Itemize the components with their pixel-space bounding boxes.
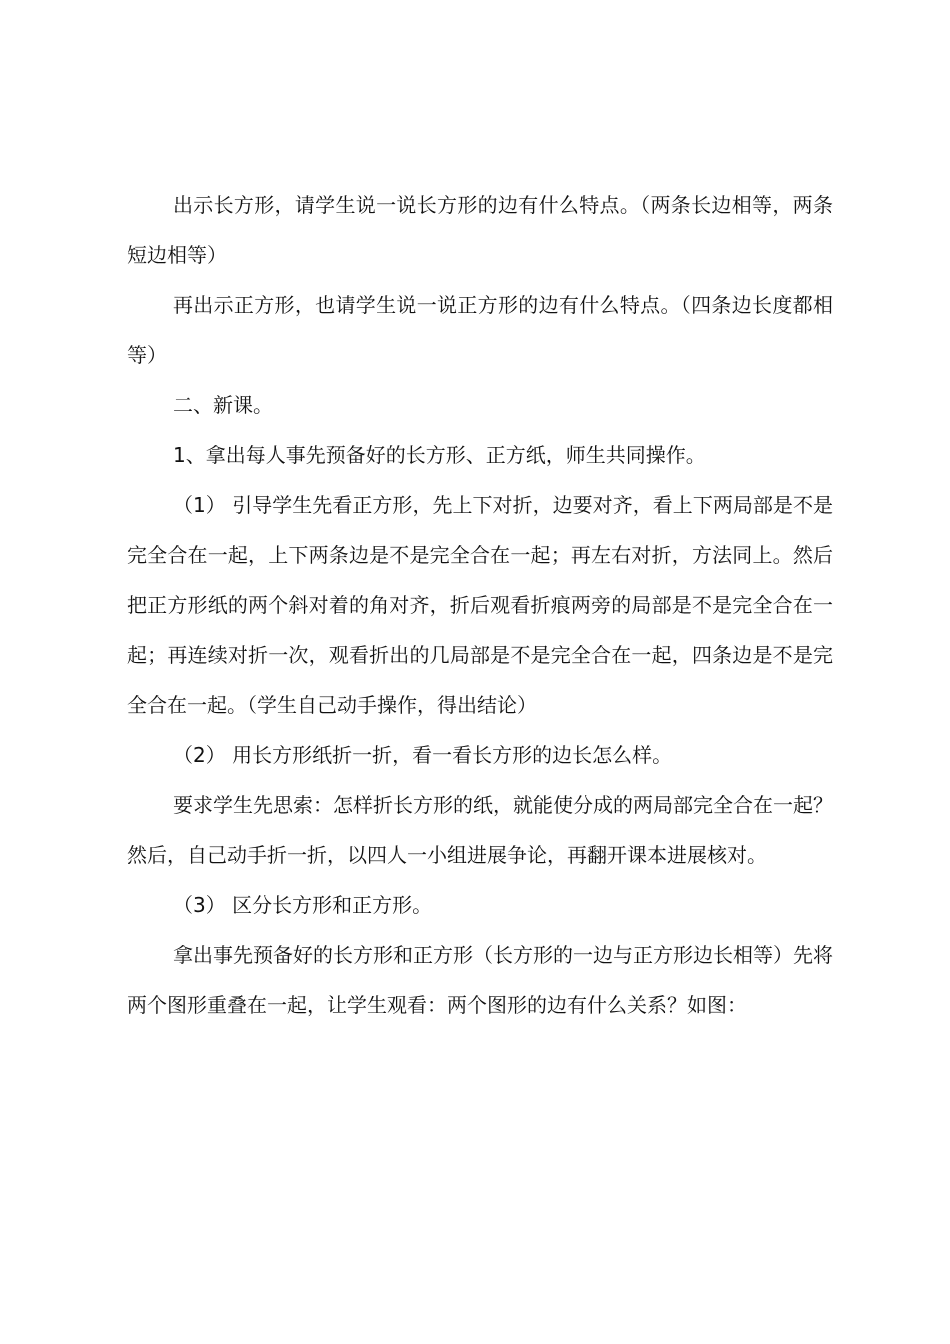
paragraph-overlap: 拿出事先预备好的长方形和正方形（长方形的一边与正方形边长相等）先将两个图形重叠在一起，让学生观看：两个图形的边有什么关系？如图：: [127, 943, 833, 1017]
paragraph-step-1-2: （2） 用长方形纸折一折，看一看长方形的边长怎么样。: [173, 743, 673, 767]
document-body: [127, 180, 833, 1030]
section-heading-new-lesson: 二、新课。: [173, 393, 273, 417]
paragraph-step-1-1: （1） 引导学生先看正方形，先上下对折，边要对齐，看上下两局部是不是完全合在一起，上下两条边是不是完全合在一起；再左右对折，方法同上。然后把正方形纸的两个斜对着的角对齐，折后观看折痕两旁的局部是不是完全合在一起；再连续对折一次，观看折出的几局部是不是完全合在一起，四条边是不是完全合在一起。（学生自己动手操作，得出结论）: [127, 493, 833, 717]
paragraph-square-features: 再出示正方形，也请学生说一说正方形的边有什么特点。（四条边长度都相等）: [127, 293, 833, 367]
paragraph-requirement: 要求学生先思索：怎样折长方形的纸，就能使分成的两局部完全合在一起？然后，自己动手折一折，以四人一小组进展争论，再翻开课本进展核对。: [127, 793, 833, 867]
paragraph-step-1: 1、拿出每人事先预备好的长方形、正方纸，师生共同操作。: [173, 443, 706, 467]
paragraph-step-1-3: （3） 区分长方形和正方形。: [173, 893, 433, 917]
paragraph-rectangle-features: 出示长方形，请学生说一说长方形的边有什么特点。（两条长边相等，两条短边相等）: [127, 193, 833, 267]
